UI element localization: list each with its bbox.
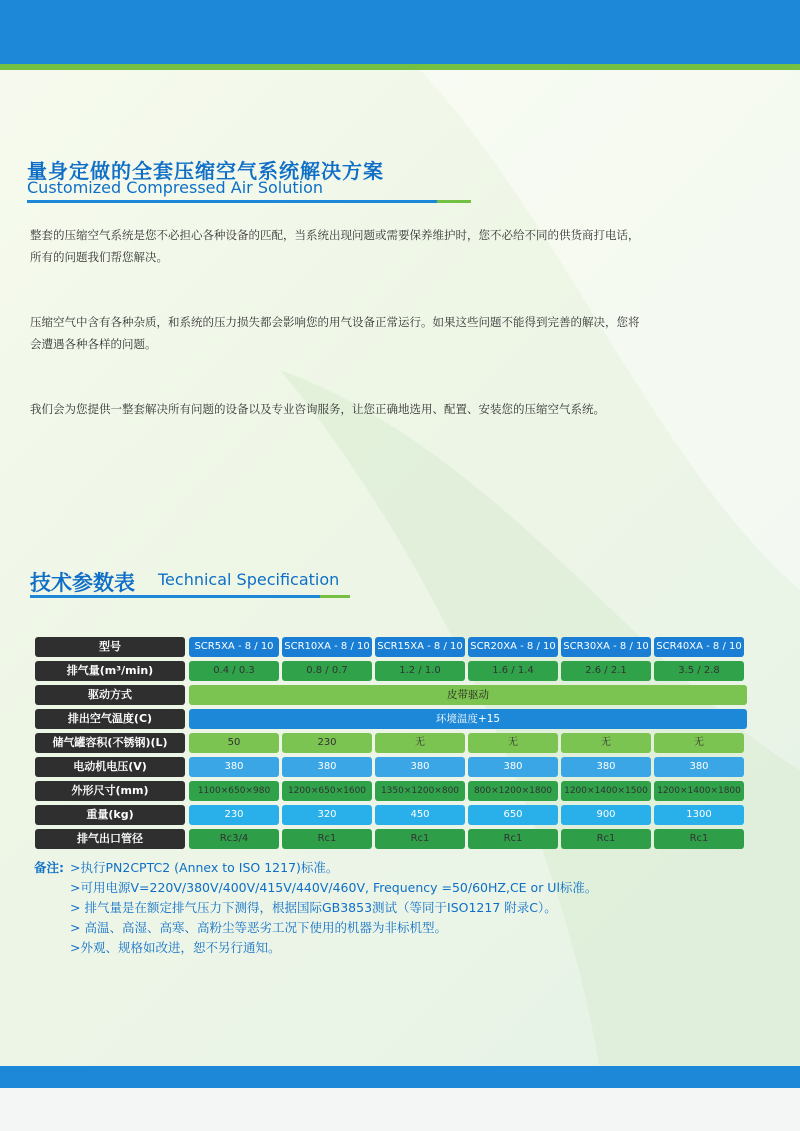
model-cell: SCR10XA - 8 / 10: [282, 637, 372, 657]
top-banner: [0, 0, 800, 64]
outlet-cell: Rc1: [282, 829, 372, 849]
note-line: [34, 918, 597, 938]
outlet-cell: Rc1: [375, 829, 465, 849]
note-line: [34, 878, 597, 898]
weight-cell: 1300: [654, 805, 744, 825]
row-label-tank: 储气罐容积(不锈钢)(L): [35, 733, 185, 753]
dimensions-cell: 1200×1400×1800: [654, 781, 744, 801]
outlet-cell: Rc3/4: [189, 829, 279, 849]
note-line: [34, 858, 597, 878]
outlet-cell: Rc1: [654, 829, 744, 849]
row-label-voltage: 电动机电压(V): [35, 757, 185, 777]
table-row-voltage: [35, 757, 747, 777]
row-label-outlet: 排气出口管径: [35, 829, 185, 849]
spec-title-cn: 技术参数表: [30, 571, 135, 595]
row-label-model: 型号: [35, 637, 185, 657]
dimensions-cell: 1100×650×980: [189, 781, 279, 801]
tank-cell: 无: [375, 733, 465, 753]
weight-cell: 900: [561, 805, 651, 825]
notes-prefix: 备注:: [34, 860, 64, 875]
paragraph-2: [30, 311, 710, 355]
tank-cell: 无: [654, 733, 744, 753]
title-underline-accent: [437, 200, 471, 203]
title-underline: [27, 200, 437, 203]
spec-underline-accent: [320, 595, 350, 598]
table-row-tank: [35, 733, 747, 753]
model-cell: SCR15XA - 8 / 10: [375, 637, 465, 657]
table-row-outlet-temp: [35, 709, 747, 729]
tank-cell: 230: [282, 733, 372, 753]
air-flow-cell: 3.5 / 2.8: [654, 661, 744, 681]
spec-title-en: Technical Specification: [158, 570, 340, 589]
row-label-drive: 驱动方式: [35, 685, 185, 705]
weight-cell: 450: [375, 805, 465, 825]
dimensions-cell: 1200×1400×1500: [561, 781, 651, 801]
model-cell: SCR30XA - 8 / 10: [561, 637, 651, 657]
note-text: >外观、规格如改进，恕不另行通知。: [70, 940, 281, 955]
row-label-weight: 重量(kg): [35, 805, 185, 825]
row-label-outlet-temp: 排出空气温度(C): [35, 709, 185, 729]
air-flow-cell: 0.4 / 0.3: [189, 661, 279, 681]
air-flow-cell: 1.2 / 1.0: [375, 661, 465, 681]
spec-underline: [30, 595, 320, 598]
outlet-cell: Rc1: [468, 829, 558, 849]
paragraph-line: 整套的压缩空气系统是您不必担心各种设备的匹配，当系统出现问题或需要保养维护时，您不必给不同的供货商打电话，: [30, 228, 640, 242]
row-label-air-flow: 排气量(m³/min): [35, 661, 185, 681]
notes: [34, 858, 597, 958]
air-flow-cell: 1.6 / 1.4: [468, 661, 558, 681]
voltage-cell: 380: [189, 757, 279, 777]
table-row-weight: [35, 805, 747, 825]
voltage-cell: 380: [375, 757, 465, 777]
row-label-dimensions: 外形尺寸(mm): [35, 781, 185, 801]
model-cell: SCR40XA - 8 / 10: [654, 637, 744, 657]
bottom-banner: [0, 1066, 800, 1088]
air-flow-cell: 2.6 / 2.1: [561, 661, 651, 681]
note-text: >可用电源V=220V/380V/400V/415V/440V/460V, Frequency =50/60HZ,CE or Ul标准。: [70, 880, 598, 895]
paragraph-line: 我们会为您提供一整套解决所有问题的设备以及专业咨询服务，让您正确地选用、配置、安装您的压缩空气系统。: [30, 402, 605, 416]
tank-cell: 50: [189, 733, 279, 753]
weight-cell: 230: [189, 805, 279, 825]
dimensions-cell: 800×1200×1800: [468, 781, 558, 801]
table-row-model: [35, 637, 747, 657]
note-text: > 高温、高湿、高寒、高粉尘等恶劣工况下使用的机器为非标机型。: [70, 920, 447, 935]
tank-cell: 无: [468, 733, 558, 753]
voltage-cell: 380: [561, 757, 651, 777]
paragraph-line: 压缩空气中含有各种杂质，和系统的压力损失都会影响您的用气设备正常运行。如果这些问题不能得到完善的解决，您将: [30, 315, 640, 329]
drive-cell: 皮带驱动: [189, 685, 747, 705]
air-flow-cell: 0.8 / 0.7: [282, 661, 372, 681]
note-line: [34, 898, 597, 918]
dimensions-cell: 1200×650×1600: [282, 781, 372, 801]
note-line: [34, 938, 597, 958]
weight-cell: 650: [468, 805, 558, 825]
section-title-en: Customized Compressed Air Solution: [27, 178, 323, 197]
table-row-air-flow: [35, 661, 747, 681]
note-text: >执行PN2CPTC2 (Annex to ISO 1217)标准。: [70, 860, 339, 875]
model-cell: SCR20XA - 8 / 10: [468, 637, 558, 657]
paragraph-3: [30, 398, 710, 420]
voltage-cell: 380: [468, 757, 558, 777]
voltage-cell: 380: [282, 757, 372, 777]
table-row-outlet: [35, 829, 747, 849]
weight-cell: 320: [282, 805, 372, 825]
paragraph-line: 会遭遇各种各样的问题。: [30, 337, 157, 351]
paragraph-1: [30, 224, 710, 268]
outlet-temp-cell: 环境温度+15: [189, 709, 747, 729]
top-accent-stripe: [0, 64, 800, 70]
table-row-dimensions: [35, 781, 747, 801]
dimensions-cell: 1350×1200×800: [375, 781, 465, 801]
note-text: > 排气量是在额定排气压力下测得，根据国际GB3853测试（等同于ISO1217 附录C）。: [70, 900, 557, 915]
tank-cell: 无: [561, 733, 651, 753]
voltage-cell: 380: [654, 757, 744, 777]
paragraph-line: 所有的问题我们帮您解决。: [30, 250, 168, 264]
table-row-drive: [35, 685, 747, 705]
model-cell: SCR5XA - 8 / 10: [189, 637, 279, 657]
section-title-cn: 量身定做的全套压缩空气系统解决方案: [27, 159, 384, 183]
outlet-cell: Rc1: [561, 829, 651, 849]
bottom-margin: [0, 1088, 800, 1131]
